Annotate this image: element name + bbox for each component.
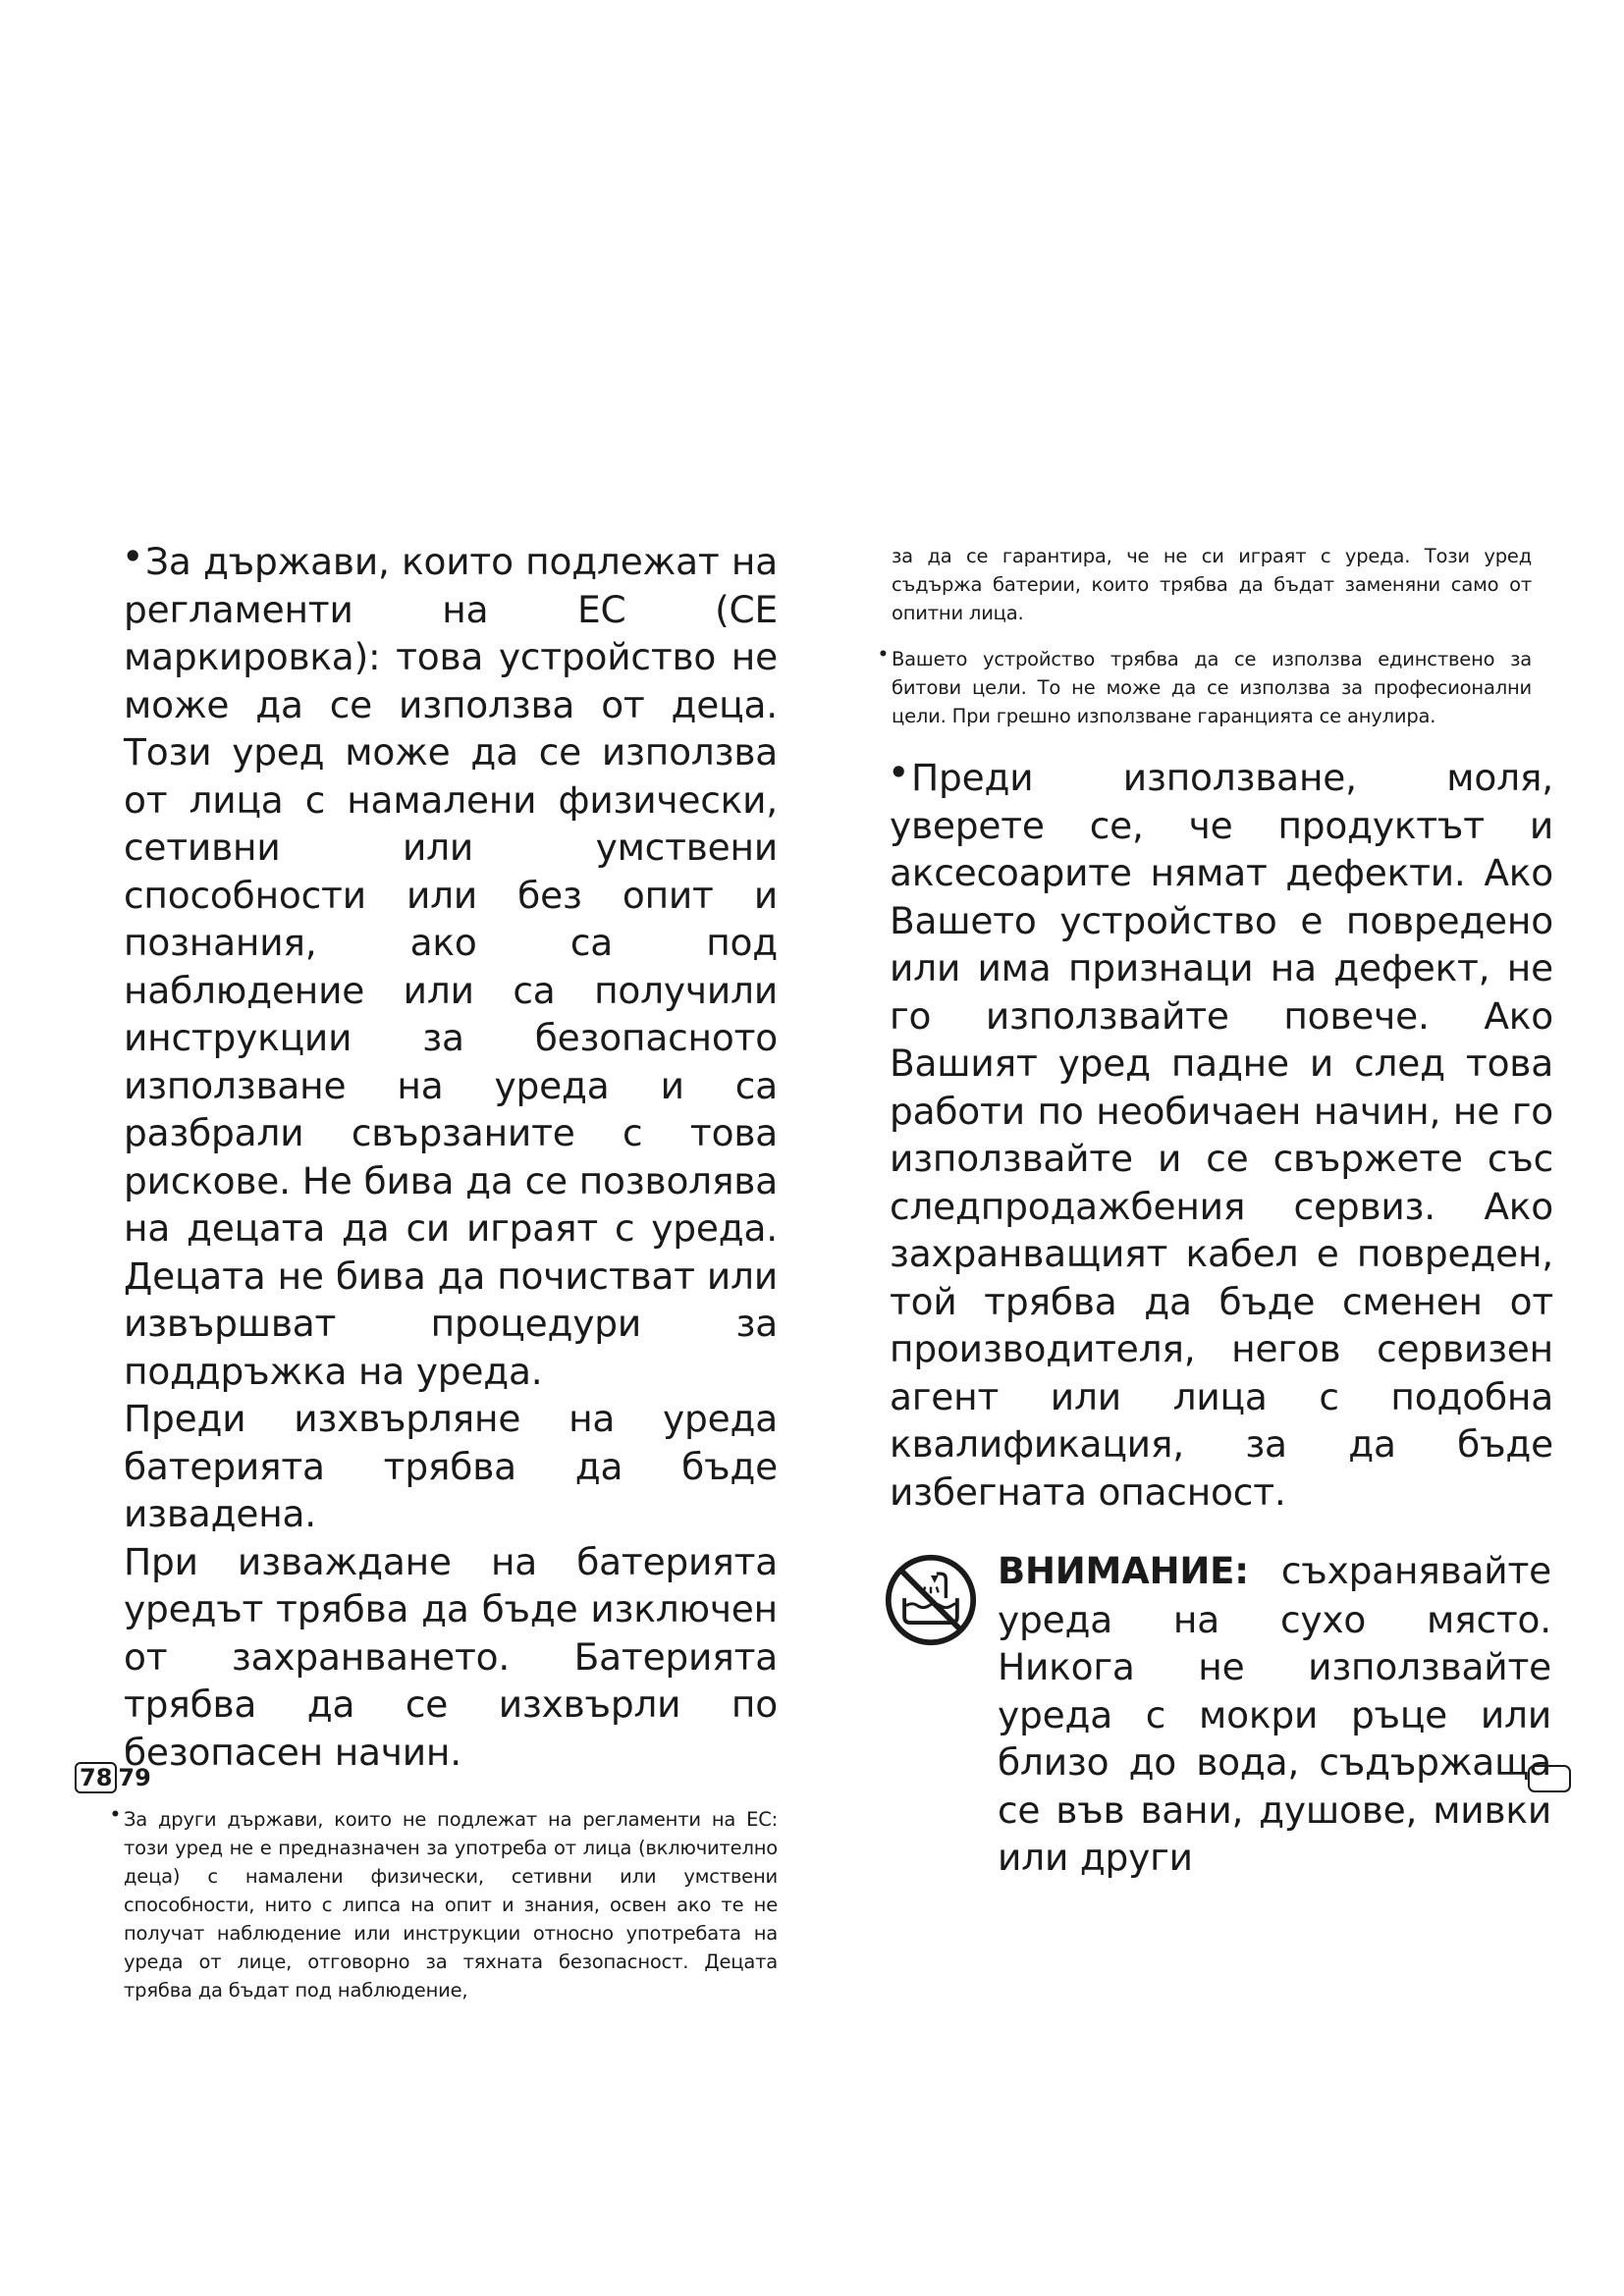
bullet-dot-icon: • bbox=[110, 1805, 121, 1825]
page-number-left: 78 bbox=[75, 1762, 117, 1793]
household-use-bullet bbox=[878, 645, 1532, 730]
right-column bbox=[878, 542, 1553, 1879]
warning-block bbox=[884, 1547, 1553, 1879]
eu-regulation-text: За държави, които подлежат на регламенти на ЕС (СЕ маркировка): това устройство не може да се използва от деца. Този уред може да се използва от лица с намалени физически, сетивни или умствени способности или без опит и познания, ако са под наблюдение или са получили инструкции за безопасното използване на уреда и са разбрали свързаните с това рискове. Не бива да се позволява на децата да си играят с уреда. Децата не бива да почистват или извършват процедури за поддръжка на уреда. bbox=[124, 540, 778, 1393]
eu-regulation-bullet bbox=[124, 538, 778, 1395]
non-eu-text: За други държави, които не подлежат на регламенти на ЕС: този уред не е предназначен за употреба от лица (включително деца) с намалени физически, сетивни или умствени способности, нито с липса на опит и знания, освен ако те не получат наблюдение или инструкции относно употребата на уреда от лице, отговорно за тяхната безопасност. Децата трябва да бъдат под наблюдение, bbox=[124, 1808, 778, 2002]
page-number-right: 79 bbox=[118, 1764, 151, 1791]
defects-check-text: Преди използване, моля, уверете се, че продуктът и аксесоарите нямат дефекти. Ако Вашето устройство е повредено или има признаци на дефект, не го използвайте повече. Ако Вашият уред падне и след това работи по необичаен начин, не го използвайте и се свържете със следпродажбения сервиз. Ако захранващият кабел е повреден, той трябва да бъде сменен от производителя, негов сервизен агент или лица с подобна квалификация, за да бъде избегната опасност. bbox=[890, 756, 1553, 1514]
battery-removal-text: Преди изхвърляне на уреда батерията трябва да бъде извадена. bbox=[124, 1397, 778, 1535]
defects-check-bullet bbox=[890, 754, 1553, 1516]
left-column bbox=[110, 538, 778, 2004]
non-eu-continuation-text: за да се гарантира, че не си играят с уреда. Този уред съдържа батерии, които трябва да бъдат заменяни само от опитни лица. bbox=[892, 545, 1532, 624]
warning-text-block bbox=[998, 1547, 1551, 1882]
warning-label: ВНИМАНИЕ: bbox=[998, 1550, 1249, 1592]
battery-extract-text: При изваждане на батерията уредът трябва да бъде изключен от захранването. Батерията трябва да се изхвърли по безопасен начин. bbox=[124, 1539, 778, 1774]
bullet-dot-icon: • bbox=[878, 645, 889, 665]
page-numbers bbox=[75, 1762, 151, 1793]
warning-paragraph bbox=[998, 1547, 1551, 1882]
non-eu-bullet bbox=[110, 1805, 778, 2004]
page-marker-box bbox=[1528, 1765, 1571, 1792]
bullet-dot-icon: • bbox=[123, 538, 143, 575]
bullet-dot-icon: • bbox=[889, 754, 909, 791]
no-water-bath-icon bbox=[884, 1553, 978, 1647]
household-use-text: Вашето устройство трябва да се използва единствено за битови цели. То не може да се използва за професионални цели. При грешно използване гаранцията се анулира. bbox=[892, 648, 1532, 727]
warning-text: съхранявайте уреда на сухо място. Никога не използвайте уреда с мокри ръце или близо до вода, съдържаща се във вани, душове, мивки или други bbox=[998, 1549, 1551, 1879]
